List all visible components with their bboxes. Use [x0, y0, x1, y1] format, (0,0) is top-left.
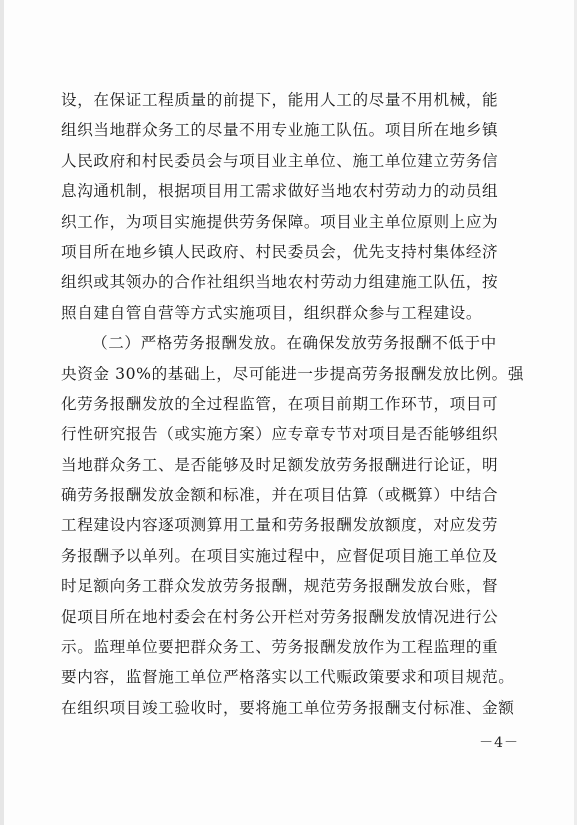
section-heading-line: （二）严格劳务报酬发放。在确保发放劳务报酬不低于中: [92, 334, 497, 353]
text-line: 时足额向务工群众发放劳务报酬，规范劳务报酬发放台账，督: [61, 577, 499, 596]
text-line: 示。监理单位要把群众务工、劳务报酬发放作为工程监理的重: [61, 638, 499, 657]
text-line: 当地群众务工、是否能够及时足额发放劳务报酬进行论证，明: [61, 455, 499, 474]
text-line: 组织或其领办的合作社组织当地农村劳动力组建施工队伍，按: [61, 273, 499, 292]
scan-edge-left: [0, 0, 4, 825]
text-line: 央资金 30%的基础上，尽可能进一步提高劳务报酬发放比例。强: [61, 364, 525, 383]
text-line: 务报酬予以单列。在项目实施过程中，应督促项目施工单位及: [61, 546, 499, 565]
text-line: 设，在保证工程质量的前提下，能用人工的尽量不用机械，能: [61, 91, 499, 109]
text-line: 确劳务报酬发放金额和标准，并在项目估算（或概算）中结合: [61, 486, 499, 505]
text-line: 促项目所在地村委会在村务公开栏对劳务报酬发放情况进行公: [61, 607, 499, 626]
text-line: 行性研究报告（或实施方案）应专章专节对项目是否能够组织: [61, 425, 499, 444]
text-line: 织工作，为项目实施提供劳务保障。项目业主单位原则上应为: [61, 212, 499, 231]
text-line: 在组织项目竣工验收时，要将施工单位劳务报酬支付标准、金额: [61, 698, 515, 717]
text-line: 人民政府和村民委员会与项目业主单位、施工单位建立劳务信: [61, 151, 499, 170]
text-line: 要内容，监督施工单位严格落实以工代赈政策要求和项目规范。: [61, 668, 515, 687]
text-line: 照自建自管自营等方式实施项目，组织群众参与工程建设。: [61, 303, 483, 322]
text-line: 工程建设内容逐项测算用工量和劳务报酬发放额度，对应发劳: [61, 516, 499, 535]
text-line: 化劳务报酬发放的全过程监管，在项目前期工作环节，项目可: [61, 394, 499, 413]
text-line: 项目所在地乡镇人民政府、村民委员会，优先支持村集体经济: [61, 242, 499, 261]
page-number: －4－: [479, 735, 519, 751]
text-line: 息沟通机制，根据项目用工需求做好当地农村劳动力的动员组: [61, 182, 499, 201]
body-text: [61, 85, 525, 723]
text-line: 组织当地群众务工的尽量不用专业施工队伍。项目所在地乡镇: [61, 121, 499, 140]
